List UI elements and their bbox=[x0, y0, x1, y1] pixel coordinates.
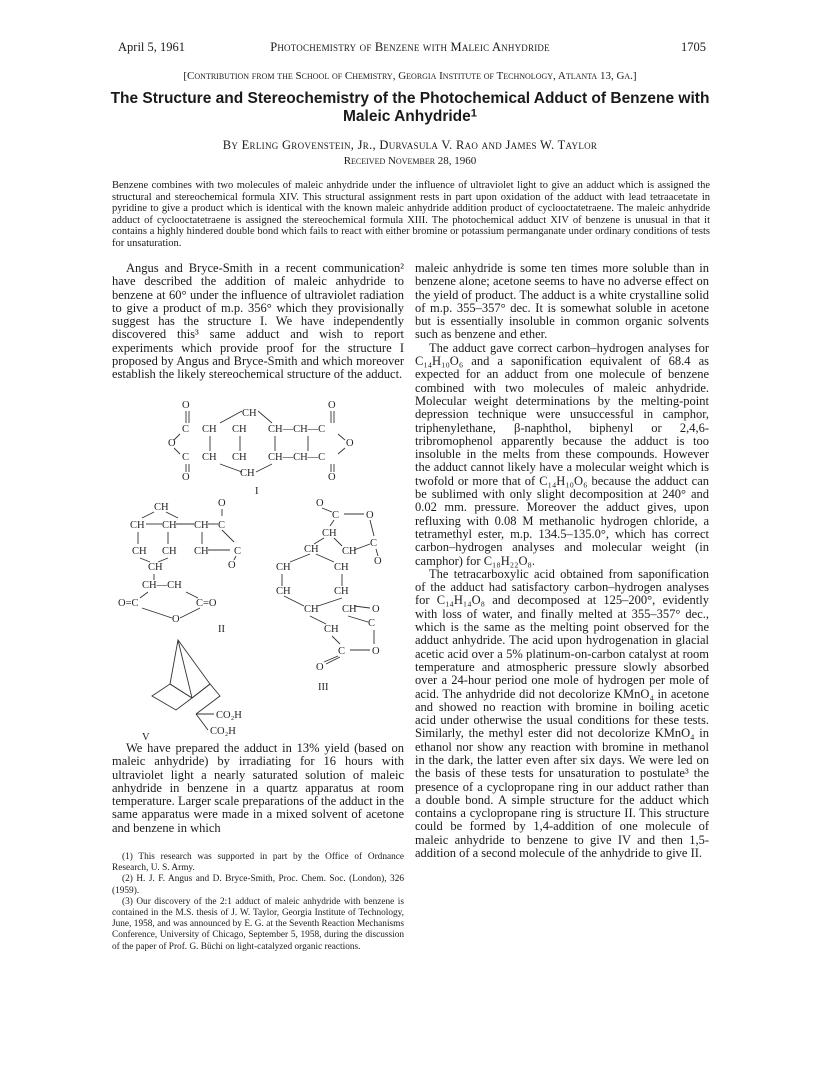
atom-label: C bbox=[234, 546, 242, 557]
header-date: April 5, 1961 bbox=[118, 40, 186, 54]
abstract: Benzene combines with two molecules of maleic anhydride under the influence of ultraviolet light to give an adduct which is assigned the structural and stereochemical formula XIV. This structural assignment rests in part upon oxidation of the adduct with lead tetraacetate in pyridine to give a product which is identical with the known maleic anhydride addition product of cyclooctatetraene. The maleic anhydride adduct of cyclooctatetraene is assigned the stereochemical formula XIII. The photochemical adduct XIV of benzene is unusual in that it contains a highly hindered double bond which fails to react with either bromine or potassium permanganate under ordinary conditions of tests for unsaturation. bbox=[112, 180, 710, 249]
atom-label: CH bbox=[242, 408, 257, 419]
atom-label: CH bbox=[276, 562, 291, 573]
atom-label: CH bbox=[232, 452, 247, 463]
structure-label: III bbox=[318, 682, 329, 693]
article-title bbox=[110, 90, 710, 126]
atom-label: CH bbox=[342, 546, 357, 557]
title-text: The Structure and Stereochemistry of the Photochemical Adduct of Benzene with Maleic Anhydride bbox=[110, 90, 710, 125]
atom-label: CH bbox=[232, 424, 247, 435]
atom-label: CH bbox=[334, 562, 349, 573]
structure-label: I bbox=[255, 486, 259, 497]
atom-label: C bbox=[370, 538, 378, 549]
atom-label: CH bbox=[194, 520, 209, 531]
footnote-1: (1) This research was supported in part by the Office of Ordnance Research, U. S. Army. bbox=[112, 852, 404, 874]
atom-label: CO₂H bbox=[216, 710, 242, 721]
footnotes bbox=[112, 852, 404, 953]
author-line: By Erling Grovenstein, Jr., Durvasula V. Rao and James W. Taylor bbox=[222, 138, 598, 152]
paragraph-solubility: maleic anhydride is some ten times more soluble than in benzene alone; acetone seems to have no adverse effect on the yield of product. The adduct is a white crystalline solid of m.p. 355–357° dec. It is somewhat soluble in acetone but is essentially insoluble in common organic solvents such as benzene and ether. bbox=[415, 261, 709, 342]
atom-label: C bbox=[332, 510, 340, 521]
atom-label: O bbox=[328, 400, 336, 411]
structure-V bbox=[130, 636, 250, 740]
atom-label: C=O bbox=[196, 598, 217, 609]
atom-label: CH bbox=[202, 424, 217, 435]
atom-label: CH bbox=[276, 586, 291, 597]
atom-label: CH bbox=[154, 502, 169, 513]
atom-label: CH bbox=[304, 544, 319, 555]
atom-label: O bbox=[172, 614, 180, 625]
atom-label: O bbox=[346, 438, 354, 449]
atom-label: CH bbox=[194, 546, 209, 557]
title-footnote-mark[interactable]: 1 bbox=[470, 107, 477, 120]
atom-label: O bbox=[372, 646, 380, 657]
atom-label: O bbox=[228, 560, 236, 571]
atom-label: CH bbox=[304, 604, 319, 615]
atom-label: CH—CH—C bbox=[268, 424, 326, 435]
atom-label: CO₂H bbox=[210, 726, 236, 737]
footnote-2: (2) H. J. F. Angus and D. Bryce-Smith, Proc. Chem. Soc. (London), 326 (1959). bbox=[112, 874, 404, 896]
running-title: Photochemistry of Benzene with Maleic Anhydride bbox=[270, 40, 550, 54]
contribution-line: [Contribution from the School of Chemistry, Georgia Institute of Technology, Atlanta 13, Ga.] bbox=[183, 70, 637, 82]
paragraph-tetracarboxylic-acid: The tetracarboxylic acid obtained from saponification of the adduct had satisfactory carbon–hydrogen analyses for C₁₄H₁₄O₈ and decomposed at 125–200°, evidently with loss of water, and finally melted at 355–357° dec., which is the same as the melting point observed for the adduct anhydride. The acid upon hydrogenation in glacial acetic acid over a 5% platinum-on-carbon catalyst at room temperature and atmospheric pressure slowly absorbed over a 24-hour period one mole of hydrogen per mole of acid. The anhydride did not decolorize KMnO₄ in acetone and showed no reaction with bromine in boiling acetic acid under otherwise the usual conditions for these tests. Similarly, the methyl ester did not decolorize KMnO₄ in ethanol nor show any reaction with bromine in methanol in the dark, the latter even after six days. We were led on the basis of these tests for unsaturation to postulate³ the presence of a cyclopropane ring in our adduct rather than a double bond. A simple structure for the adduct which contains a cyclopropane ring is structure II. This structure could be formed by 1,4-addition of one molecule of maleic anhydride to benzene to give IV and then 1,5-addition of a second molecule of the anhydride to give II. bbox=[415, 566, 709, 861]
footnote-3: (3) Our discovery of the 2:1 adduct of maleic anhydride with benzene is contained in the M.S. thesis of J. W. Taylor, Georgia Institute of Technology, June, 1958, and was announced by E. G. at the Seventh Reaction Mechanisms Conference, University of Chicago, September 5, 1958, during the discussion of the paper of Prof. G. Büchi on light-catalyzed organic reactions. bbox=[112, 896, 404, 952]
atom-label: O bbox=[168, 438, 176, 449]
atom-label: O bbox=[366, 510, 374, 521]
atom-label: CH bbox=[148, 562, 163, 573]
structure-III bbox=[276, 494, 396, 694]
left-column-upper bbox=[112, 262, 404, 382]
structure-label: V bbox=[142, 732, 150, 740]
structure-I bbox=[160, 398, 400, 498]
atom-label: CH bbox=[322, 528, 337, 539]
left-column-lower bbox=[112, 742, 404, 835]
atom-label: O bbox=[218, 498, 226, 509]
atom-label: O bbox=[316, 662, 324, 673]
atom-label: C bbox=[182, 424, 190, 435]
paragraph-preparation: We have prepared the adduct in 13% yield (based on maleic anhydride) by irradiating for 16 hours with ultraviolet light a nearly saturated solution of maleic anhydride in benzene in a quartz apparatus at room temperature. Larger scale preparations of the adduct in the same apparatus were made in a mixed solvent of acetone and benzene in which bbox=[112, 741, 404, 835]
atom-label: CH bbox=[162, 520, 177, 531]
structure-II bbox=[118, 494, 258, 634]
atom-label: CH bbox=[240, 468, 255, 479]
structure-label: II bbox=[218, 624, 225, 634]
atom-label: CH bbox=[132, 546, 147, 557]
atom-label: O bbox=[182, 400, 190, 411]
atom-label: C bbox=[368, 618, 376, 629]
atom-label: O=C bbox=[118, 598, 139, 609]
page-number: 1705 bbox=[681, 40, 706, 54]
right-column bbox=[415, 262, 709, 860]
atom-label: CH bbox=[202, 452, 217, 463]
atom-label: O bbox=[328, 472, 336, 483]
atom-label: CH—CH—C bbox=[268, 452, 326, 463]
paragraph-intro: Angus and Bryce-Smith in a recent communication² have described the addition of maleic anhydride to benzene at 60° under the influence of ultraviolet radiation to give a product of m.p. 356° which they provisionally suggest has the structure I. We have independently discovered this³ same adduct and wish to report experiments which provide proof for the structure I proposed by Angus and Bryce-Smith and which moreover establish the likely stereochemical structure of the adduct. bbox=[112, 261, 404, 382]
atom-label: O bbox=[316, 498, 324, 509]
atom-label: O bbox=[182, 472, 190, 483]
received-date: Received November 28, 1960 bbox=[343, 155, 477, 167]
atom-label: CH bbox=[324, 624, 339, 635]
atom-label: CH bbox=[130, 520, 145, 531]
atom-label: CH bbox=[334, 586, 349, 597]
atom-label: O bbox=[372, 604, 380, 615]
atom-label: CH—CH bbox=[142, 580, 182, 591]
atom-label: CH bbox=[342, 604, 357, 615]
atom-label: C bbox=[182, 452, 190, 463]
atom-label: CH bbox=[162, 546, 177, 557]
paragraph-analysis: The adduct gave correct carbon–hydrogen analyses for C₁₄H₁₀O₆ and a saponification equivalent of 68.4 as expected for an adduct from one molecule of benzene combined with two molecules of maleic anhydride. Molecular weight determinations by the melting-point depression technique were unsuccessful in camphor, triphenylethane, β-naphthol, biphenyl or 2,4,6-tribromophenol apparently because the adduct is too insoluble in the melts from these compounds. However the adduct cannot likely have a molecular weight which is twofold or more that of C₁₄H₁₀O₆ because the adduct can be sublimed with only slight decomposition at 240° and 0.02 mm. pressure. Moreover the adduct gives, upon refluxing with 0.08 M methanolic hydrogen chloride, a tetramethyl ester, m.p. 134.5–135.0°, which has correct carbon–hydrogen analyses and molecular weight (in camphor) for C₁₈H₂₂O₈. bbox=[415, 340, 709, 568]
atom-label: C bbox=[218, 520, 226, 531]
atom-label: O bbox=[374, 556, 382, 567]
atom-label: C bbox=[338, 646, 346, 657]
